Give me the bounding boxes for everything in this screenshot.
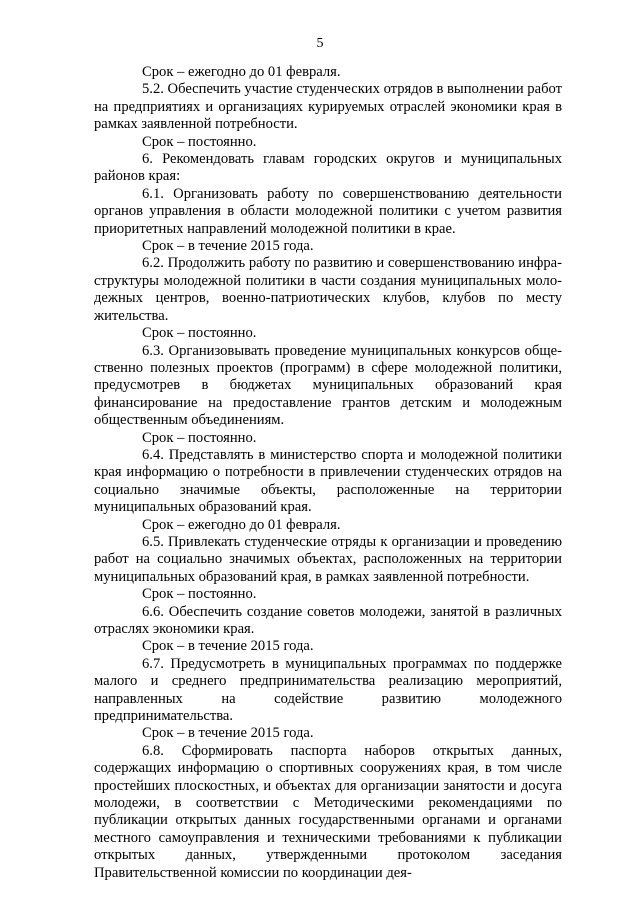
paragraph-deadline: Срок – постоянно. — [142, 586, 257, 603]
paragraph-deadline: Срок – ежегодно до 01 февраля. — [142, 516, 341, 533]
paragraph-6: 6. Рекомендовать главам городских округов и муниципальных районов края: — [94, 151, 562, 185]
paragraph-deadline: Срок – в течение 2015 года. — [142, 725, 314, 742]
paragraph-deadline: Срок – постоянно. — [142, 429, 257, 446]
paragraph-6-8: 6.8. Сформировать паспорта наборов открытых данных, содержащих информацию о спортивных сооружениях края, в том числе простейших плоскостных, и объектах для организации занятости и досуга молодежи, в соответствии с Методическими рекомендациями по публикации открытых данных государственными органами и органами местного самоуправления и техническими требованиями к публикации открытых данных, утвержденными протоколом заседания Правительственной комиссии по координации дея- — [94, 742, 562, 881]
paragraph-6-4: 6.4. Представлять в министерство спорта и молодежной политики края информацию о потребности в привлечении студенческих отрядов на социально значимые объекты, расположенные на территории муниципальных образований края. — [94, 446, 562, 516]
paragraph-deadline: Срок – в течение 2015 года. — [142, 238, 314, 255]
paragraph-deadline: Срок – постоянно. — [142, 133, 257, 150]
paragraph-6-2: 6.2. Продолжить работу по развитию и совершенствованию инфраструктуры молодежной политики в части создания муниципальных молодежных центров, военно-патриотических клубов, клубов по месту жительства. — [94, 255, 562, 324]
page-number: 5 — [316, 36, 324, 51]
paragraph-deadline: Срок – ежегодно до 01 февраля. — [142, 64, 341, 80]
paragraph-deadline: Срок – постоянно. — [142, 325, 257, 342]
paragraph-6-5: 6.5. Привлекать студенческие отряды к организации и проведению работ на социально значимых объектах, расположенных на территории муниципальных образований края, в рамках заявленной потребности. — [94, 533, 562, 585]
paragraph-5-2: 5.2. Обеспечить участие студенческих отрядов в выполнении работ на предприятиях и организациях курируемых отраслей экономики края в рамках заявленной потребности. — [94, 81, 562, 133]
paragraph-6-7: 6.7. Предусмотреть в муниципальных программах по поддержке малого и среднего предпринимательства реализацию мероприятий, направленных на содействие развитию молодежного предпринимательства. — [94, 655, 562, 725]
paragraph-6-1: 6.1. Организовать работу по совершенствованию деятельности органов управления в области молодежной политики с учетом развития приоритетных направлений молодежной политики в крае. — [94, 185, 562, 237]
paragraph-6-3: 6.3. Организовывать проведение муниципальных конкурсов общественно полезных проектов (программ) в сфере молодежной политики, предусмотрев в бюджетах муниципальных образований края финансирование на предоставление грантов детским и молодежным общественным объединениям. — [94, 342, 562, 429]
paragraph-deadline: Срок – в течение 2015 года. — [142, 638, 314, 655]
paragraph-6-6: 6.6. Обеспечить создание советов молодежи, занятой в различных отраслях экономики края. — [94, 603, 562, 637]
document-body — [94, 64, 562, 882]
